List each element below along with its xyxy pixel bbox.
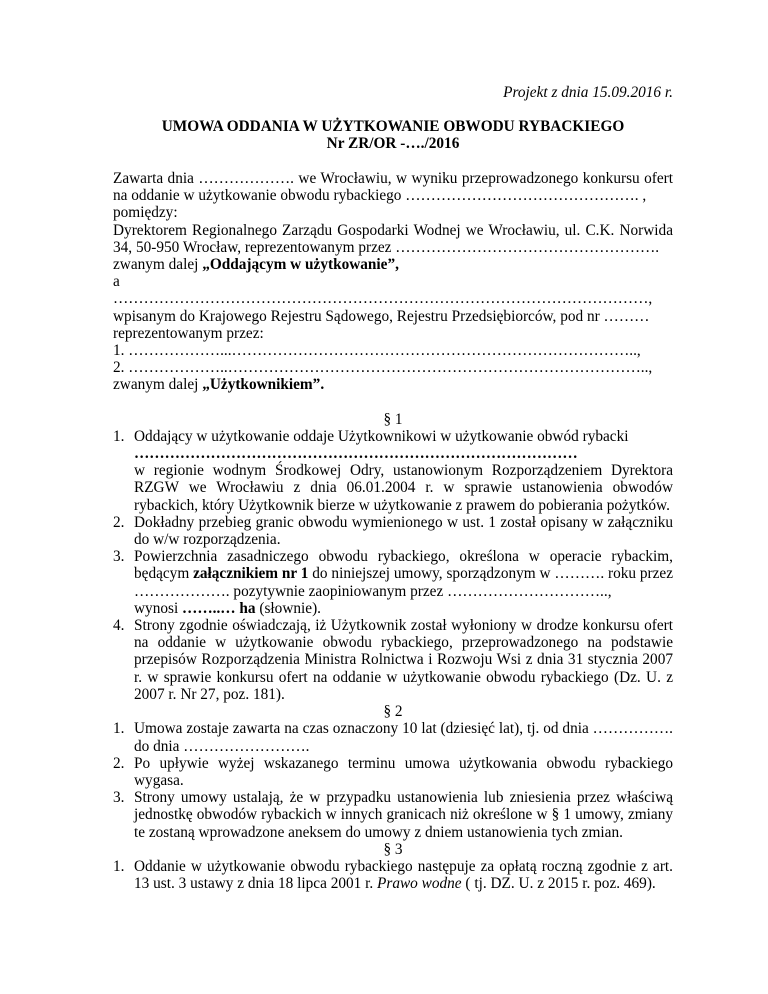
intro-dots-line: ……………………………………………………………………………………………, [113,290,653,308]
item-dots-bold: …………………………………………………………………………… [134,445,578,463]
item-bold-area: ……..… ha [182,599,256,617]
list-item [113,548,673,617]
item-text: Strony umowy ustalają, że w przypadku ustanowienia lub zniesienia przez właściwą jednostkę obwodów rybackich w innych granicach niż określone w § 1 umowy, zmiany te zostaną wprowadzone aneksem do umowy z dniem ustanowienia tych zmian. [134,789,673,841]
section-3-list [113,858,673,892]
item-text: Dokładny przebieg granic obwodu wymienionego w ust. 1 został opisany w załączniku do w/w rozporządzenia. [134,513,673,549]
item-text: w regionie wodnym Środkowej Odry, ustanowionym Rozporządzeniem Dyrektora RZGW we Wrocławiu z dnia 06.01.2004 r. w sprawie ustanowienia obwodów rybackich, który Użytkownik bierze w użytkowanie z prawem do pobierania pożytków. [134,462,673,514]
item-number: 3. [113,789,125,807]
section-2-list [113,720,673,840]
item-bold-attachment: załącznikiem nr 1 [193,565,309,583]
item-text: Oddanie w użytkowanie obwodu rybackiego następuje za opłatą roczną zgodnie z art. 13 ust. 3 ustawy z dnia 18 lipca 2001 r. [134,857,673,893]
spacer [113,394,673,411]
list-item [113,720,673,754]
item-text: Umowa zostaje zawarta na czas oznaczony 10 lat (dziesięć lat), tj. od dnia ……………. do dnia ……………………. [134,720,673,755]
contract-title [113,118,673,152]
list-item [113,789,673,841]
section-2-heading: § 2 [383,703,403,721]
item-text: Strony zgodnie oświadczają, iż Użytkownik został wyłoniony w drodze konkursu ofert na oddanie w użytkowanie obwodu rybackiego, przeprowadzonego na podstawie przepisów Rozporządzenia Ministra Rolnictwa i Rozwoju Wsi z dnia 31 stycznia 2007 r. w sprawie konkursu ofert na oddanie w użytkowanie obwodu rybackiego (Dz. U. z 2007 r. Nr 27, poz. 181). [134,617,673,703]
item-number: 1. [113,720,125,738]
title-line-1: UMOWA ODDANIA W UŻYTKOWANIE OBWODU RYBACKIEGO [161,118,625,135]
list-item [113,858,673,892]
list-item [113,428,673,514]
section-1-list [113,428,673,703]
item-number: 1. [113,427,125,445]
intro-zawarta: Zawarta dnia ………………. we Wrocławiu, w wyniku przeprowadzonego konkursu ofert na oddanie w użytkowanie obwodu rybackiego ………………………………………. , [113,170,673,205]
intro-zwanym-2 [113,376,673,393]
list-item [113,514,673,548]
item-text: Po upływie wyżej wskazanego terminu umowa użytkowania obwodu rybackiego wygasa. [134,754,673,789]
item-text: Oddający w użytkowanie oddaje Użytkownikowi w użytkowanie obwód rybacki [134,427,629,445]
intro-a: a [113,273,120,291]
zwanym-2-bold: „Użytkownikiem”. [202,376,325,394]
intro-wpisanym: wpisanym do Krajowego Rejestru Sądowego, Rejestru Przedsiębiorców, pod nr ……… [113,307,650,325]
intro-rep-1: 1. ………………...…………………………………………………………………….., [113,342,641,360]
title-line-2: Nr ZR/OR -…./2016 [326,135,460,153]
item-number: 3. [113,548,125,566]
intro-zwanym-1 [113,256,673,273]
intro-rep-2: 2. ………………..……………………………………………………………………….., [113,359,653,377]
item-number: 2. [113,754,125,772]
project-date-line: Projekt z dnia 15.09.2016 r. [503,84,673,101]
item-text: ( tj. DZ. U. z 2015 r. poz. 469). [461,875,656,893]
item-text: wynosi [134,599,183,617]
zwanym-1-bold: „Oddającym w użytkowanie”, [202,256,399,274]
item-text: do niniejszej umowy, sporządzonym w ………. roku przez ………………. pozytywnie zaopiniowanym przez ………………………….., [134,565,673,600]
intro-reprezentowanym: reprezentowanym przez: [113,324,264,342]
section-3-heading: § 3 [383,840,403,858]
contract-body [113,170,673,892]
item-italic-law: Prawo wodne [377,875,462,893]
list-item [113,755,673,789]
zwanym-2-prefix: zwanym dalej [113,376,203,394]
zwanym-1-prefix: zwanym dalej [113,256,203,274]
item-number: 4. [113,617,125,635]
intro-party-1: Dyrektorem Regionalnego Zarządu Gospodarki Wodnej we Wrocławiu, ul. C.K. Norwida 34, 50-950 Wrocław, reprezentowanym przez ……………………………………………. [113,221,673,256]
item-number: 2. [113,513,125,531]
item-number: 1. [113,857,125,875]
list-item [113,617,673,703]
intro-pomiedzy: pomiędzy: [113,204,178,222]
section-1-heading: § 1 [383,410,403,428]
item-text: (słownie). [255,599,321,617]
item-text: Powierzchnia zasadniczego obwodu rybackiego, określona w operacie rybackim, będącym [134,548,673,583]
